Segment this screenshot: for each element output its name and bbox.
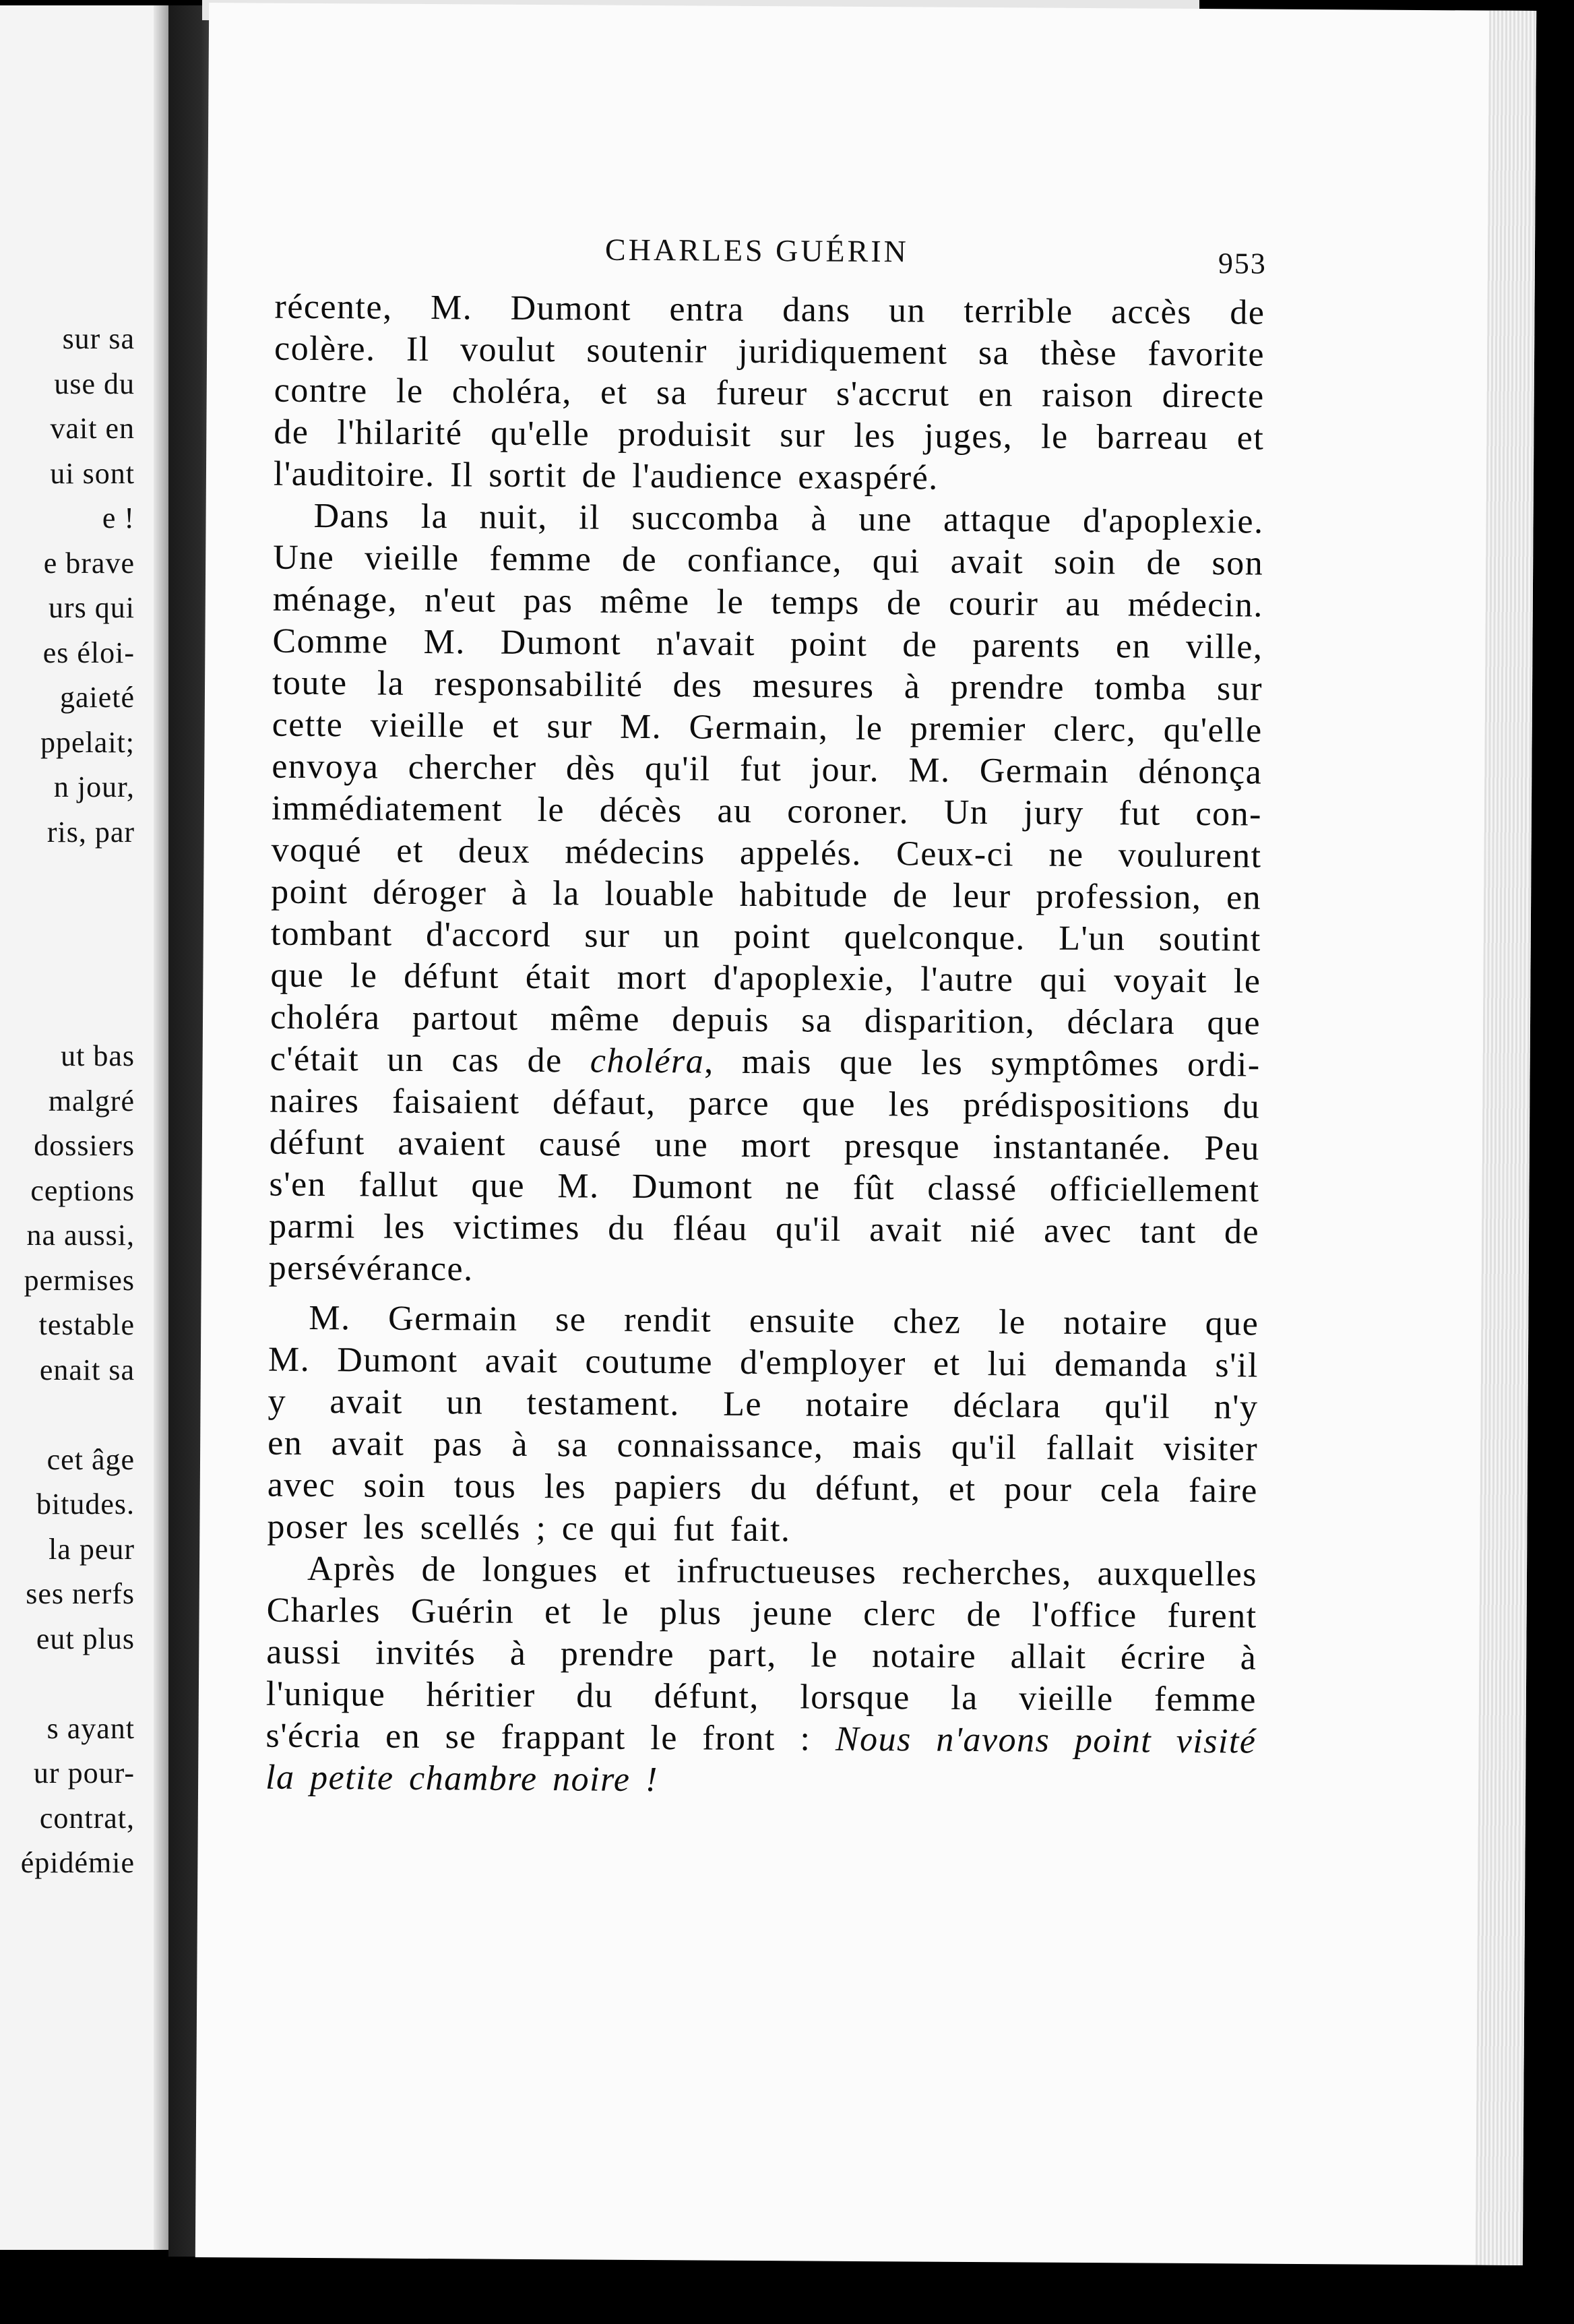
text-line-tail: , mais que les symptômes ordi- bbox=[704, 1042, 1261, 1084]
text-line-head: s'écria en se frappant le front : bbox=[265, 1716, 836, 1759]
text-line: naires faisaient défaut, parce que les prédispositions du bbox=[270, 1081, 1261, 1126]
text-line: que le défunt était mort d'apoplexie, l'autre qui voyait le bbox=[270, 956, 1261, 1001]
text-line: cette vieille et sur M. Germain, le premier clerc, qu'elle bbox=[272, 705, 1263, 750]
facing-page-line: la peur bbox=[49, 1532, 135, 1566]
facing-page-line: bitudes. bbox=[36, 1488, 135, 1521]
facing-page-line: e ! bbox=[102, 501, 135, 534]
left-page-gutter-shadow bbox=[154, 5, 168, 2250]
text-line: parmi les victimes du fléau qu'il avait nié avec tant de bbox=[268, 1206, 1260, 1252]
facing-page-line: cet âge bbox=[46, 1442, 135, 1476]
italic-quote: Nous n'avons point visité bbox=[835, 1719, 1257, 1761]
italic-word: choléra bbox=[590, 1041, 705, 1081]
text-line: de l'hilarité qu'elle produisit sur les juges, le barreau et bbox=[274, 412, 1265, 458]
text-line: l'unique héritier du défunt, lorsque la vieille femme bbox=[265, 1674, 1257, 1719]
facing-page-line: use du bbox=[54, 367, 135, 400]
text-line: Une vieille femme de confiance, qui avait soin de son bbox=[273, 538, 1264, 583]
text-line: M. Dumont avait coutume d'employer et lui demanda s'il bbox=[267, 1340, 1259, 1385]
text-line: point déroger à la louable habitude de leur profession, en bbox=[271, 872, 1262, 917]
facing-page-line: ur pour- bbox=[33, 1756, 135, 1790]
text-line: toute la responsabilité des mesures à prendre tomba sur bbox=[272, 663, 1263, 708]
facing-page-line: urs qui bbox=[49, 591, 135, 624]
facing-page-text bbox=[0, 5, 154, 2250]
paragraph-2 bbox=[269, 495, 1264, 1295]
facing-page-line: ppelait; bbox=[40, 725, 135, 759]
page-number: 953 bbox=[1218, 247, 1267, 280]
text-line: avec soin tous les papiers du défunt, et pour cela faire bbox=[267, 1465, 1258, 1510]
text-line: en avait pas à sa connaissance, mais qu'il fallait visiter bbox=[267, 1424, 1259, 1469]
facing-page-line: permises bbox=[24, 1263, 135, 1297]
text-line: contre le choléra, et sa fureur s'accrut en raison directe bbox=[274, 371, 1265, 416]
facing-page-line: ses nerfs bbox=[26, 1577, 135, 1610]
text-line: voqué et deux médecins appelés. Ceux-ci ne voulurent bbox=[271, 830, 1262, 876]
page-edge-stack bbox=[1476, 11, 1536, 2265]
text-line: Charles Guérin et le plus jeune clerc de l'office furent bbox=[266, 1591, 1257, 1636]
text-line: colère. Il voulut soutenir juridiquement sa thèse favorite bbox=[274, 329, 1265, 374]
facing-page-line: contrat, bbox=[39, 1801, 135, 1835]
text-line: choléra partout même depuis sa disparition, déclara que bbox=[270, 998, 1261, 1043]
paragraph-4 bbox=[265, 1548, 1257, 1805]
facing-page-line: es éloi- bbox=[42, 636, 135, 669]
facing-page-line: eut plus bbox=[36, 1622, 135, 1655]
paragraph-3 bbox=[267, 1297, 1259, 1554]
text-line: persévérance. bbox=[268, 1248, 474, 1289]
text-line: y avait un testament. Le notaire déclara qu'il n'y bbox=[267, 1382, 1259, 1427]
italic-quote-end: la petite chambre noire ! bbox=[265, 1758, 658, 1800]
facing-page-line: ui sont bbox=[50, 456, 135, 490]
facing-page-line: vait en bbox=[50, 412, 135, 445]
text-line: récente, M. Dumont entra dans un terrible accès de bbox=[274, 287, 1265, 332]
text-line: l'auditoire. Il sortit de l'audience exaspéré. bbox=[273, 454, 939, 497]
text-line: s'en fallut que M. Dumont ne fût classé officiellement bbox=[269, 1165, 1260, 1210]
text-line: Comme M. Dumont n'avait point de parents en ville, bbox=[272, 621, 1263, 667]
facing-page-line: n jour, bbox=[53, 770, 135, 803]
text-line: immédiatement le décès au coroner. Un jury fut con- bbox=[271, 789, 1263, 834]
page-header bbox=[208, 229, 1535, 284]
running-head: CHARLES GUÉRIN bbox=[604, 232, 910, 269]
text-line: tombant d'accord sur un point quelconque. L'un soutint bbox=[270, 914, 1261, 959]
facing-page-line: épidémie bbox=[20, 1846, 135, 1879]
body-text bbox=[265, 286, 1265, 1805]
facing-page-line: ris, par bbox=[46, 815, 135, 849]
facing-page-line: ceptions bbox=[30, 1173, 135, 1207]
text-line: M. Germain se rendit ensuite chez le notaire que bbox=[309, 1298, 1259, 1343]
facing-page-line: testable bbox=[38, 1308, 135, 1341]
text-line: ménage, n'eut pas même le temps de courir au médecin. bbox=[272, 580, 1263, 625]
text-line: envoya chercher dès qu'il fut jour. M. Germain dénonça bbox=[272, 747, 1263, 792]
facing-page-line: na aussi, bbox=[26, 1219, 135, 1252]
facing-page-line: sur sa bbox=[62, 322, 135, 355]
text-line: défunt avaient causé une mort presque instantanée. Peu bbox=[269, 1123, 1261, 1168]
main-page bbox=[195, 3, 1536, 2265]
text-line-head: c'était un cas de bbox=[270, 1039, 591, 1080]
facing-page-line: ut bas bbox=[61, 1039, 135, 1072]
text-line-italic bbox=[265, 1757, 1256, 1805]
facing-page-line: e brave bbox=[43, 546, 135, 580]
text-line-with-italic bbox=[265, 1715, 1256, 1763]
facing-page-line: gaieté bbox=[59, 681, 135, 714]
text-line: Dans la nuit, il succomba à une attaque d'apoplexie. bbox=[313, 496, 1264, 541]
text-line: poser les scellés ; ce qui fut fait. bbox=[267, 1507, 791, 1550]
facing-page-line: enait sa bbox=[39, 1353, 135, 1386]
facing-page-left bbox=[0, 5, 168, 2250]
facing-page-line: s ayant bbox=[46, 1711, 135, 1745]
facing-page-line: dossiers bbox=[34, 1129, 135, 1162]
text-line: Après de longues et infructueuses recherches, auxquelles bbox=[307, 1549, 1258, 1594]
facing-page-line: malgré bbox=[48, 1084, 135, 1118]
text-line: aussi invités à prendre part, le notaire allait écrire à bbox=[266, 1632, 1257, 1678]
paragraph-1 bbox=[274, 286, 1265, 501]
text-line-with-italic bbox=[270, 1039, 1260, 1087]
